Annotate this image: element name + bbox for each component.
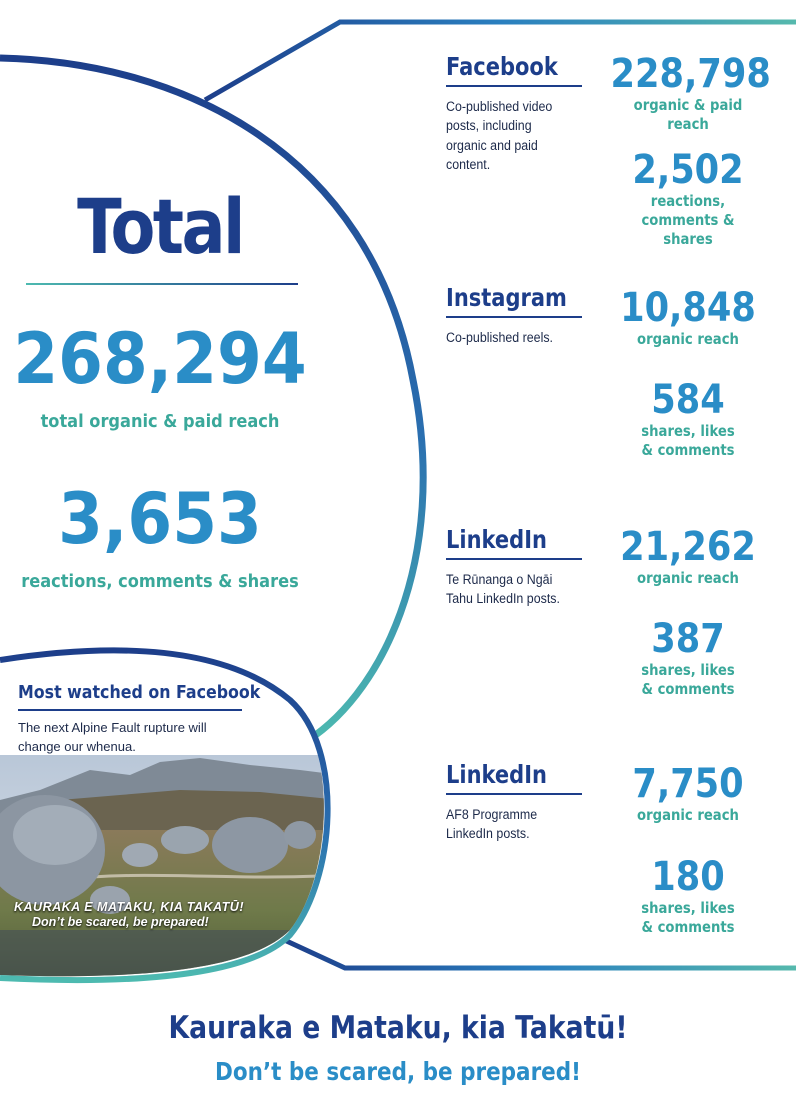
stat-label: organic reach [637,330,739,348]
linkedin-ngai-tahu-engagement-stat [600,617,776,699]
stat-value: 10,848 [620,285,756,331]
stat-value: 180 [651,854,725,900]
platform-name: Facebook [446,52,558,81]
stat-label: shares, likes & comments [641,899,735,936]
most-watched-divider [18,709,242,711]
stat-label: reactions, comments & shares [641,192,735,248]
platform-divider [446,558,582,560]
stat-label: shares, likes & comments [641,422,735,459]
platform-name: LinkedIn [446,760,547,789]
facebook-engagement-stat [600,148,776,249]
platform-description: Te Rūnanga o Ngāi Tahu LinkedIn posts. [446,571,560,606]
total-engagement-value: 3,653 [58,478,262,560]
platform-divider [446,85,582,87]
linkedin-ngai-tahu-reach-stat [600,525,776,588]
stat-label: organic reach [637,569,739,587]
video-caption-line1: KAURAKA E MATAKU, KIA TAKATŪ! [14,900,244,914]
platform-linkedin-af8 [446,760,584,844]
stat-value: 228,798 [610,51,771,97]
platform-description: Co-published video posts, including organic and paid content. [446,98,553,172]
platform-name: LinkedIn [446,525,547,554]
stat-value: 387 [651,616,725,662]
footer-slogan-maori: Kauraka e Mataku, kia Takatū! [168,1010,628,1046]
instagram-engagement-stat [600,378,776,460]
platform-name: Instagram [446,283,567,312]
total-reach-label: total organic & paid reach [40,411,280,432]
footer-slogan-english: Don’t be scared, be prepared! [215,1057,581,1086]
platform-description: Co-published reels. [446,329,554,345]
stat-label: shares, likes & comments [641,661,735,698]
instagram-reach-stat [600,286,776,349]
platform-description: AF8 Programme LinkedIn posts. [446,806,538,841]
total-divider [26,283,298,285]
platform-divider [446,316,582,318]
stat-value: 7,750 [632,761,744,807]
stat-value: 584 [651,377,725,423]
most-watched-description: The next Alpine Fault rupture will change our whenua. [18,720,207,754]
platform-facebook [446,52,584,175]
stat-value: 21,262 [620,524,756,570]
stat-label: organic & paid reach [633,96,743,133]
facebook-reach-stat [600,52,776,134]
most-watched-title: Most watched on Facebook [18,682,261,703]
linkedin-af8-reach-stat [600,762,776,825]
total-title: Total [77,182,243,271]
video-caption-line2: Don’t be scared, be prepared! [32,915,209,929]
total-circle-arc [0,58,423,745]
stat-value: 2,502 [632,147,744,193]
total-reach-value: 268,294 [13,318,307,400]
stat-label: organic reach [637,806,739,824]
linkedin-af8-engagement-stat [600,855,776,937]
platform-instagram [446,283,584,347]
platform-linkedin-ngai-tahu [446,525,584,609]
total-engagement-label: reactions, comments & shares [21,571,299,592]
platform-divider [446,793,582,795]
